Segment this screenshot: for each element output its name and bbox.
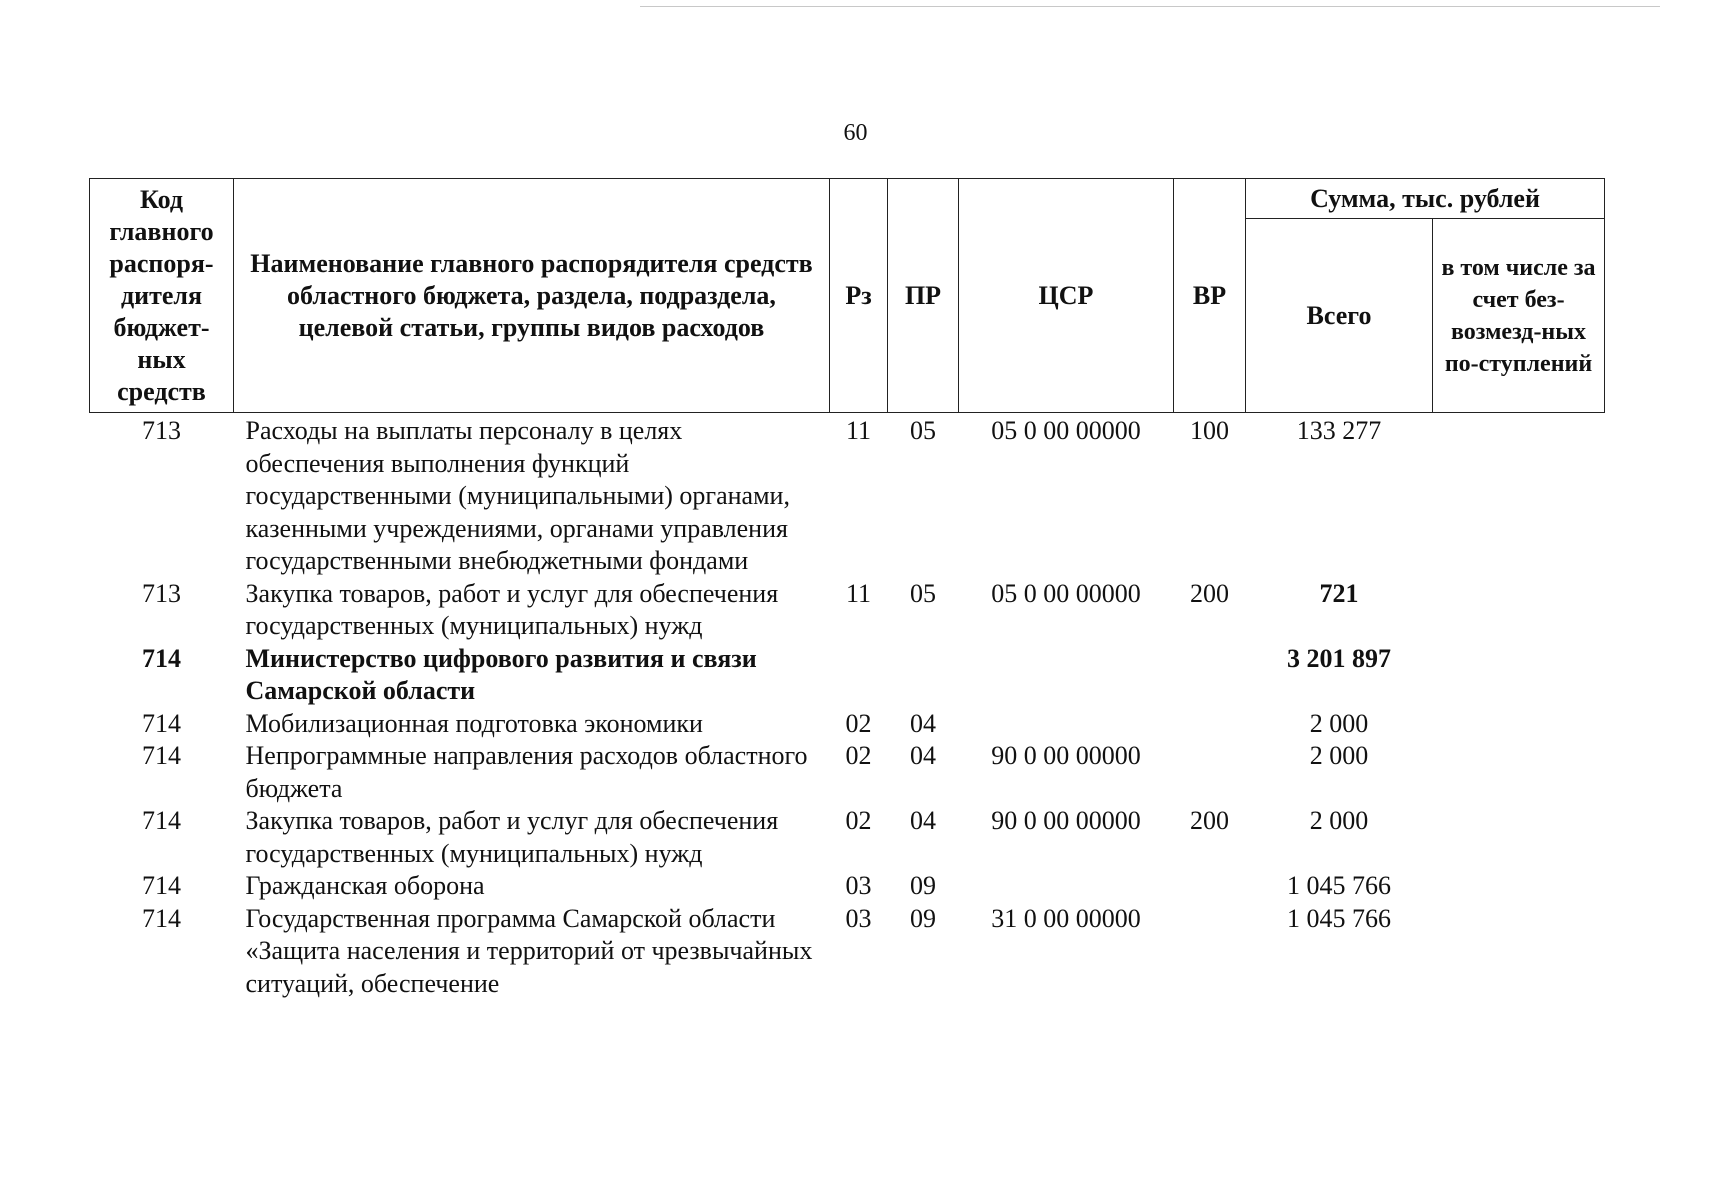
cell-code: 714: [142, 871, 181, 900]
cell-vr: [1174, 870, 1246, 903]
header-name: Наименование главного распорядителя средств областного бюджета, раздела, подраздела, целевой статьи, группы видов расходов: [234, 179, 830, 413]
cell-name: Министерство цифрового развития и связи Самарской области: [245, 643, 757, 705]
cell-total: 721: [1319, 578, 1359, 608]
cell-vr: 200: [1190, 806, 1229, 835]
cell-csr: 90 0 00 00000: [991, 741, 1141, 770]
cell-gratuitous: [1433, 708, 1605, 741]
page-number: 60: [843, 120, 868, 146]
header-code: Код главного распоря-дителя бюджет-ных средств: [90, 179, 234, 413]
cell-total: 1 045 766: [1287, 871, 1391, 900]
cell-gratuitous: [1433, 870, 1605, 903]
cell-gratuitous: [1433, 740, 1605, 805]
cell-code: 714: [142, 806, 181, 835]
cell-vr: [1174, 740, 1246, 805]
cell-csr: [959, 708, 1174, 741]
cell-rz: 03: [845, 871, 872, 900]
table-row: [90, 870, 1605, 903]
cell-pr: 04: [910, 741, 936, 770]
cell-vr: [1174, 708, 1246, 741]
cell-total: 2 000: [1309, 741, 1369, 770]
cell-pr: [888, 643, 959, 708]
cell-total: 1 045 766: [1287, 903, 1391, 933]
cell-name: Непрограммные направления расходов областного бюджета: [245, 741, 808, 803]
scan-top-rule: [640, 6, 1660, 7]
table-row: [90, 578, 1605, 643]
cell-gratuitous: [1433, 903, 1605, 1001]
cell-gratuitous: [1433, 643, 1605, 708]
table-row: [90, 740, 1605, 805]
table-row: [90, 805, 1605, 870]
cell-vr: [1174, 643, 1246, 708]
cell-pr: 04: [910, 708, 936, 738]
table-body: [90, 413, 1605, 1001]
header-total: Всего: [1246, 219, 1433, 413]
cell-code: 713: [142, 578, 181, 608]
table-row: [90, 413, 1605, 578]
cell-total: 133 277: [1296, 416, 1382, 445]
cell-pr: 05: [910, 578, 936, 608]
cell-pr: 04: [910, 806, 936, 835]
header-vr: ВР: [1174, 179, 1246, 413]
cell-gratuitous: [1433, 578, 1605, 643]
budget-table: [89, 178, 1605, 1000]
cell-code: 714: [142, 643, 181, 673]
cell-code: 714: [142, 708, 181, 738]
cell-pr: 09: [910, 871, 936, 900]
cell-rz: [830, 643, 888, 708]
cell-csr: [959, 643, 1174, 708]
header-pr: ПР: [888, 179, 959, 413]
cell-vr: [1174, 903, 1246, 1001]
cell-name: Гражданская оборона: [245, 871, 485, 900]
cell-vr: 100: [1190, 416, 1229, 445]
cell-name: Государственная программа Самарской области «Защита населения и территорий от чрезвычайных ситуаций, обеспечение: [245, 903, 813, 998]
cell-csr: 90 0 00 00000: [991, 806, 1141, 835]
cell-code: 713: [142, 416, 181, 445]
cell-total: 2 000: [1309, 708, 1369, 738]
cell-gratuitous: [1433, 413, 1605, 578]
cell-total: 2 000: [1309, 806, 1369, 835]
cell-pr: 05: [910, 416, 936, 445]
header-rz: Рз: [830, 179, 888, 413]
cell-csr: [959, 870, 1174, 903]
cell-csr: 05 0 00 00000: [991, 578, 1141, 608]
cell-rz: 03: [845, 903, 872, 933]
cell-csr: 05 0 00 00000: [991, 416, 1141, 445]
table-row: [90, 643, 1605, 708]
cell-vr: 200: [1190, 578, 1229, 608]
cell-name: Закупка товаров, работ и услуг для обеспечения государственных (муниципальных) нужд: [245, 806, 779, 868]
cell-gratuitous: [1433, 805, 1605, 870]
header-sum-group: Сумма, тыс. рублей: [1246, 179, 1605, 219]
cell-rz: 11: [845, 416, 872, 445]
header-csr: ЦСР: [959, 179, 1174, 413]
cell-rz: 02: [845, 708, 872, 738]
cell-name: Расходы на выплаты персоналу в целях обеспечения выполнения функций государственными (муниципальными) органами, казенными учреждениями, органами управления государственными внебюджетными фондами: [245, 416, 790, 575]
cell-code: 714: [142, 741, 181, 770]
cell-code: 714: [142, 903, 181, 933]
cell-rz: 11: [845, 578, 872, 608]
table-row: [90, 903, 1605, 1001]
cell-rz: 02: [845, 741, 872, 770]
cell-pr: 09: [910, 903, 936, 933]
cell-csr: 31 0 00 00000: [991, 903, 1141, 933]
table-row: [90, 708, 1605, 741]
cell-name: Мобилизационная подготовка экономики: [245, 708, 703, 738]
header-gratuitous: в том числе за счет без-возмезд-ных по-ступлений: [1433, 219, 1605, 413]
cell-total: 3 201 897: [1287, 643, 1391, 673]
cell-name: Закупка товаров, работ и услуг для обеспечения государственных (муниципальных) нужд: [245, 578, 779, 640]
cell-rz: 02: [845, 806, 872, 835]
